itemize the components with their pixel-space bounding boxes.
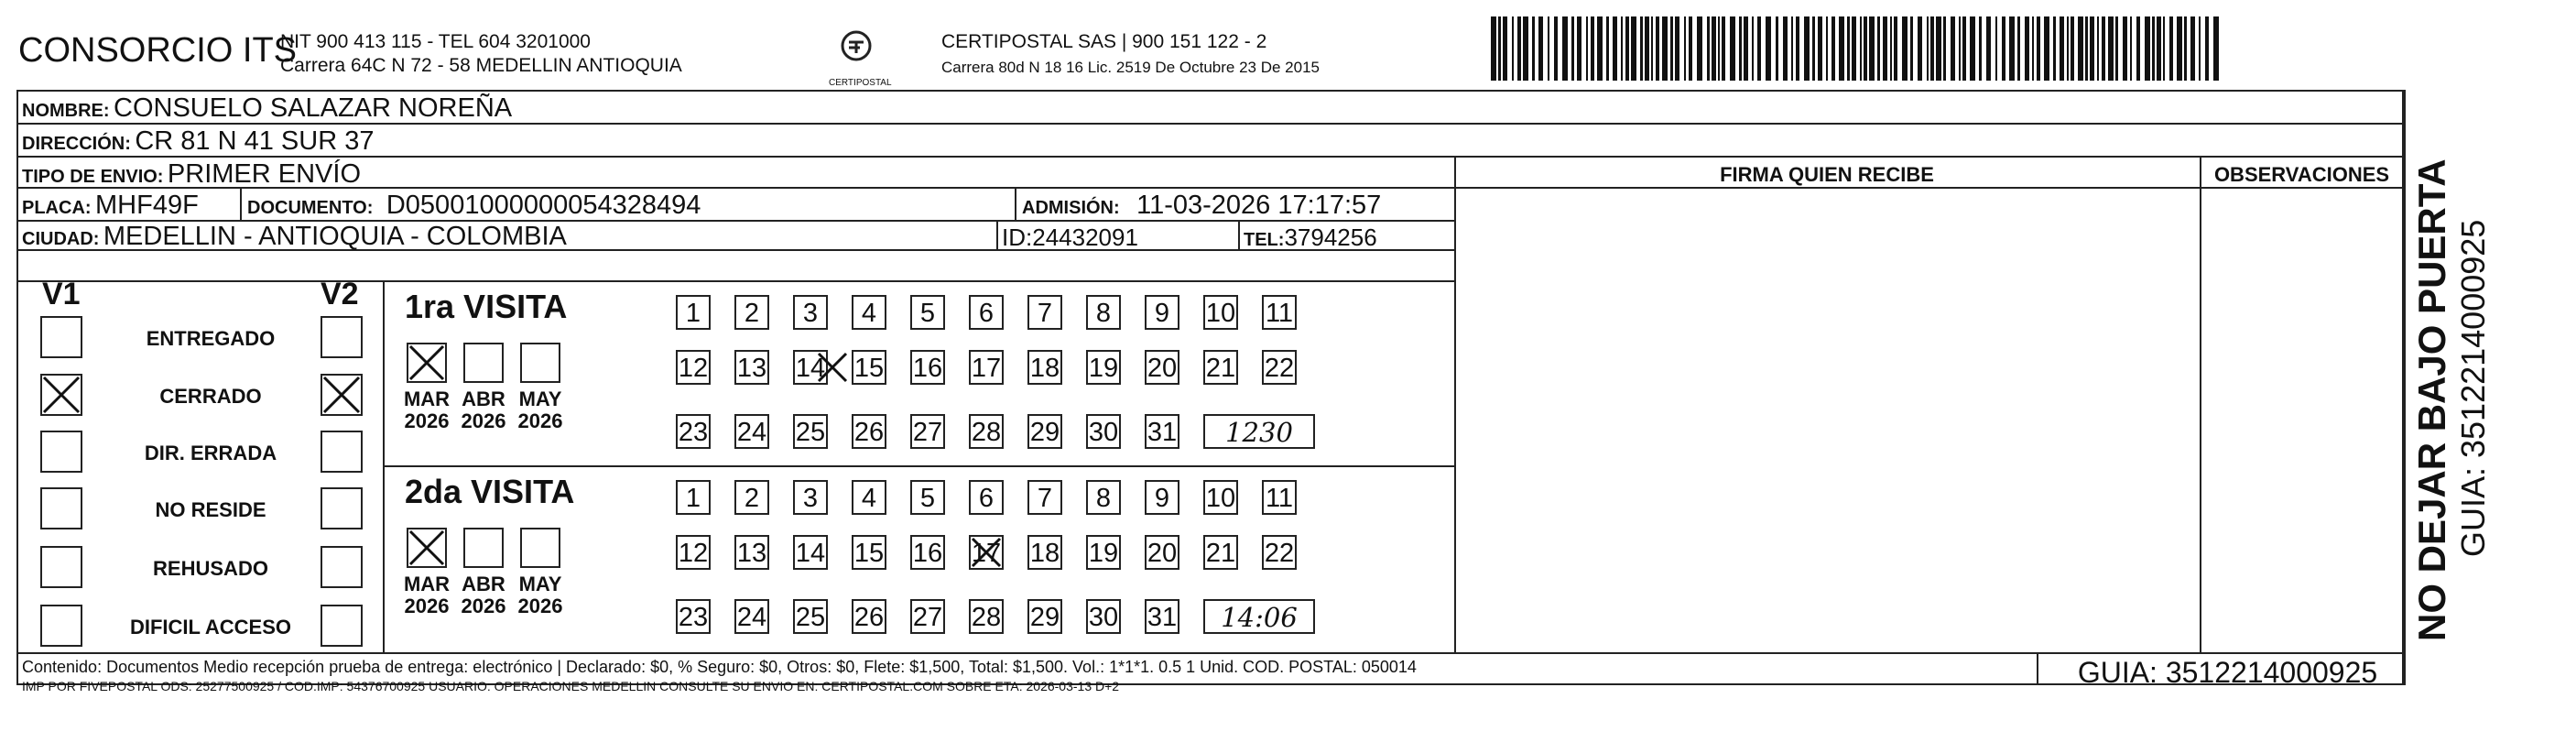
day-cell[interactable]: 18 bbox=[1027, 535, 1062, 570]
observaciones-label: OBSERVACIONES bbox=[2213, 163, 2390, 186]
barcode-bar bbox=[1744, 16, 1748, 81]
barcode-bar bbox=[2177, 16, 2182, 81]
day-cell[interactable]: 27 bbox=[910, 414, 945, 449]
day-cell[interactable]: 19 bbox=[1086, 535, 1121, 570]
barcode-bar bbox=[1597, 16, 1603, 81]
month-label bbox=[456, 573, 511, 617]
month-year: 2026 bbox=[404, 595, 450, 617]
status-label: REHUSADO bbox=[153, 557, 268, 580]
barcode-bar bbox=[1962, 16, 1966, 81]
barcode-bar bbox=[2078, 16, 2083, 81]
v2-checkbox[interactable] bbox=[321, 605, 363, 647]
v1-checkbox[interactable] bbox=[40, 487, 82, 529]
v2-checkbox[interactable] bbox=[321, 431, 363, 473]
day-cell[interactable]: 30 bbox=[1086, 414, 1121, 449]
nombre-value: CONSUELO SALAZAR NOREÑA bbox=[114, 93, 513, 123]
barcode-bar bbox=[1512, 16, 1514, 81]
barcode-bar bbox=[1670, 16, 1673, 81]
status-label: DIR. ERRADA bbox=[144, 442, 277, 464]
visit-title: 2da VISITA bbox=[405, 473, 575, 510]
barcode-bar bbox=[1894, 16, 1897, 81]
day-cell[interactable]: 21 bbox=[1203, 535, 1238, 570]
status-label: ENTREGADO bbox=[146, 327, 276, 350]
barcode-bar bbox=[2205, 16, 2209, 81]
day-cell[interactable]: 5 bbox=[910, 295, 945, 330]
month-name: ABR bbox=[462, 387, 505, 410]
barcode-bar bbox=[1712, 16, 1716, 81]
barcode-bar bbox=[2184, 16, 2187, 81]
barcode-bar bbox=[2152, 16, 2155, 81]
divider bbox=[2037, 652, 2038, 685]
visit1-day-mark bbox=[815, 350, 850, 385]
barcode-bar bbox=[2213, 16, 2219, 81]
tipo-row bbox=[22, 159, 361, 190]
barcode-bar bbox=[1910, 16, 1913, 81]
day-cell[interactable]: 15 bbox=[852, 535, 886, 570]
documento-label: DOCUMENTO: bbox=[247, 198, 374, 218]
barcode-bar bbox=[1826, 16, 1828, 81]
v1-cerrado-mark bbox=[40, 374, 82, 416]
day-cell[interactable]: 31 bbox=[1145, 414, 1179, 449]
ciudad-label: CIUDAD: bbox=[22, 229, 100, 249]
day-cell[interactable]: 15 bbox=[852, 350, 886, 385]
barcode-bar bbox=[1927, 16, 1929, 81]
barcode-bar bbox=[2123, 16, 2127, 81]
barcode-bar bbox=[1503, 16, 1507, 81]
day-cell[interactable]: 20 bbox=[1145, 535, 1179, 570]
divider bbox=[16, 187, 2404, 189]
v1-checkbox[interactable] bbox=[40, 546, 82, 588]
barcode-bar bbox=[1986, 16, 1991, 81]
barcode-bar bbox=[1860, 16, 1862, 81]
direccion-value: CR 81 N 41 SUR 37 bbox=[135, 126, 375, 156]
day-cell[interactable]: 23 bbox=[676, 599, 711, 634]
barcode-bar bbox=[1577, 16, 1581, 81]
barcode-bar bbox=[1621, 16, 1623, 81]
divider bbox=[1238, 220, 1240, 249]
documento-value: D05001000000054328494 bbox=[386, 191, 701, 220]
barcode-bar bbox=[1656, 16, 1659, 81]
day-cell[interactable]: 28 bbox=[969, 414, 1004, 449]
footer-guia: GUIA: 3512214000925 bbox=[2077, 656, 2378, 689]
visit1-month-mark bbox=[407, 343, 447, 383]
barcode-bar bbox=[2169, 16, 2173, 81]
day-cell[interactable]: 24 bbox=[734, 414, 769, 449]
barcode-bar bbox=[2037, 16, 2040, 81]
side-guia: GUIA: 3512214000925 bbox=[2454, 219, 2492, 557]
day-cell[interactable]: 11 bbox=[1262, 295, 1297, 330]
placa-label: PLACA: bbox=[22, 198, 92, 218]
day-cell[interactable]: 14 bbox=[793, 350, 828, 385]
day-cell[interactable]: 12 bbox=[676, 535, 711, 570]
day-cell[interactable]: 27 bbox=[910, 599, 945, 634]
barcode-bar bbox=[1930, 16, 1934, 81]
barcode-bar bbox=[1498, 16, 1501, 81]
barcode-bar bbox=[2115, 16, 2118, 81]
divider bbox=[383, 465, 1454, 467]
day-cell[interactable]: 14 bbox=[793, 535, 828, 570]
barcode-bar bbox=[1689, 16, 1692, 81]
month-label bbox=[399, 573, 454, 617]
day-cell[interactable]: 2 bbox=[734, 295, 769, 330]
barcode-bar bbox=[1804, 16, 1810, 81]
v2-checkbox[interactable] bbox=[321, 546, 363, 588]
barcode-bar bbox=[1890, 16, 1892, 81]
v2-checkbox[interactable] bbox=[321, 316, 363, 358]
day-cell[interactable]: 25 bbox=[793, 414, 828, 449]
barcode-bar bbox=[2025, 16, 2029, 81]
barcode-bar bbox=[1517, 16, 1521, 81]
day-cell[interactable]: 29 bbox=[1027, 599, 1062, 634]
barcode-bar bbox=[1662, 16, 1668, 81]
barcode-bar bbox=[1548, 16, 1549, 81]
month-label bbox=[513, 573, 568, 617]
address-line: Carrera 64C N 72 - 58 MEDELLIN ANTIOQUIA bbox=[280, 55, 682, 76]
day-cell[interactable]: 1 bbox=[676, 480, 711, 515]
barcode-bar bbox=[1918, 16, 1922, 81]
barcode-bar bbox=[1606, 16, 1609, 81]
barcode-bar bbox=[1707, 16, 1710, 81]
barcode-bar bbox=[2130, 16, 2132, 81]
barcode-bar bbox=[1491, 16, 1496, 81]
barcode-bar bbox=[1959, 16, 1961, 81]
month-label bbox=[399, 388, 454, 432]
barcode-bar bbox=[1752, 16, 1754, 81]
tipo-value: PRIMER ENVÍO bbox=[167, 159, 362, 189]
divider bbox=[16, 280, 1454, 282]
logo-caption: CERTIPOSTAL bbox=[829, 78, 892, 88]
barcode-bar bbox=[2190, 16, 2195, 81]
barcode-bar bbox=[1831, 16, 1835, 81]
barcode-bar bbox=[1697, 16, 1702, 81]
day-cell[interactable]: 3 bbox=[793, 295, 828, 330]
barcode-bar bbox=[1839, 16, 1844, 81]
month-year: 2026 bbox=[517, 409, 563, 432]
tel-label: TEL: bbox=[1244, 230, 1285, 250]
barcode-bar bbox=[1995, 16, 1997, 81]
visit-title: 1ra VISITA bbox=[405, 288, 568, 325]
placa-row bbox=[22, 191, 199, 221]
nombre-row bbox=[22, 93, 512, 124]
barcode-bar bbox=[2002, 16, 2005, 81]
contenido-line: Contenido: Documentos Medio recepción prueba de entrega: electrónico | Declarado: $0, % Seguro: $0, Otros: $0, Flete: $1,500, Total: $1,500. Vol.: 1*1*1. 0.5 1 Unid. COD. POSTAL: 050014 bbox=[22, 658, 1417, 676]
barcode-bar bbox=[1852, 16, 1856, 81]
day-cell[interactable]: 29 bbox=[1027, 414, 1062, 449]
barcode-bar bbox=[1562, 16, 1568, 81]
barcode-bar bbox=[1951, 16, 1955, 81]
nit-line: NIT 900 413 115 - TEL 604 3201000 bbox=[280, 31, 591, 52]
day-cell[interactable]: 3 bbox=[793, 480, 828, 515]
day-cell[interactable]: 8 bbox=[1086, 295, 1121, 330]
barcode-bar bbox=[1864, 16, 1867, 81]
barcode-bar bbox=[1883, 16, 1887, 81]
barcode-bar bbox=[2032, 16, 2034, 81]
month-label bbox=[513, 388, 568, 432]
day-cell[interactable]: 22 bbox=[1262, 535, 1297, 570]
barcode-bar bbox=[1979, 16, 1982, 81]
month-label bbox=[456, 388, 511, 432]
admision-label: ADMISIÓN: bbox=[1022, 198, 1120, 218]
month-name: MAR bbox=[403, 573, 451, 595]
v2-label: V2 bbox=[321, 277, 359, 311]
barcode-bar bbox=[1783, 16, 1788, 81]
barcode-bar bbox=[1523, 16, 1528, 81]
time-box[interactable]: 1230 bbox=[1203, 414, 1315, 449]
barcode-bar bbox=[1766, 16, 1771, 81]
barcode-bar bbox=[1847, 16, 1850, 81]
month-year: 2026 bbox=[404, 409, 450, 432]
month-year: 2026 bbox=[517, 595, 563, 617]
barcode-bar bbox=[1739, 16, 1742, 81]
barcode-bar bbox=[1613, 16, 1617, 81]
company-name: CONSORCIO ITS bbox=[18, 31, 298, 70]
barcode-bar bbox=[1757, 16, 1761, 81]
barcode-bar bbox=[1730, 16, 1735, 81]
barcode-bar bbox=[1818, 16, 1822, 81]
barcode-bar bbox=[2097, 16, 2099, 81]
day-cell[interactable]: 9 bbox=[1145, 295, 1179, 330]
side-title: NO DEJAR BAJO PUERTA bbox=[2410, 158, 2453, 641]
day-cell[interactable]: 16 bbox=[910, 350, 945, 385]
month-name: ABR bbox=[462, 573, 505, 595]
barcode-bar bbox=[2145, 16, 2150, 81]
day-cell[interactable]: 21 bbox=[1203, 350, 1238, 385]
day-cell[interactable]: 28 bbox=[969, 599, 1004, 634]
barcode-bar bbox=[1532, 16, 1535, 81]
month-year: 2026 bbox=[461, 595, 506, 617]
barcode-bar bbox=[1586, 16, 1588, 81]
barcode-bar bbox=[1675, 16, 1679, 81]
status-label: NO RESIDE bbox=[155, 498, 266, 521]
day-cell[interactable]: 17 bbox=[969, 350, 1004, 385]
barcode-bar bbox=[1902, 16, 1908, 81]
imp-line: IMP POR FIVEPOSTAL ODS: 25277500925 / COD.IMP: 54376700925 USUARIO: OPERACIONES MEDELLIN CONSULTE SU ENVIO EN: CERTIPOSTAL.COM SOBRE ETA: 2026-03-13 D+2 bbox=[22, 679, 1120, 693]
barcode-bar bbox=[1722, 16, 1725, 81]
month-name: MAR bbox=[403, 387, 451, 410]
visit2-day-mark bbox=[969, 535, 1004, 570]
barcode-bar bbox=[1970, 16, 1975, 81]
id-label: ID: bbox=[1002, 224, 1033, 251]
barcode-bar bbox=[2085, 16, 2088, 81]
barcode-bar bbox=[1718, 16, 1720, 81]
v2-checkbox[interactable] bbox=[321, 487, 363, 529]
day-cell[interactable]: 22 bbox=[1262, 350, 1297, 385]
admision-row bbox=[1022, 191, 1381, 221]
barcode-bar bbox=[2102, 16, 2105, 81]
month-name: MAY bbox=[518, 573, 562, 595]
admision-value: 11-03-2026 17:17:57 bbox=[1136, 191, 1382, 220]
day-cell[interactable]: 24 bbox=[734, 599, 769, 634]
day-cell[interactable]: 30 bbox=[1086, 599, 1121, 634]
month-checkbox[interactable] bbox=[520, 343, 560, 383]
barcode-bar bbox=[1554, 16, 1558, 81]
barcode-bar bbox=[1645, 16, 1649, 81]
v1-label: V1 bbox=[42, 277, 81, 311]
barcode-bar bbox=[1684, 16, 1686, 81]
barcode-bar bbox=[1791, 16, 1793, 81]
barcode-bar bbox=[1625, 16, 1629, 81]
barcode-bar bbox=[1796, 16, 1799, 81]
v2-cerrado-mark bbox=[321, 374, 363, 416]
divider bbox=[2200, 156, 2201, 652]
barcode-bar bbox=[2199, 16, 2201, 81]
v1-checkbox[interactable] bbox=[40, 316, 82, 358]
day-cell[interactable]: 25 bbox=[793, 599, 828, 634]
day-cell[interactable]: 4 bbox=[852, 295, 886, 330]
month-year: 2026 bbox=[461, 409, 506, 432]
day-cell[interactable]: 5 bbox=[910, 480, 945, 515]
barcode-bar bbox=[1776, 16, 1778, 81]
barcode-bar bbox=[2053, 16, 2056, 81]
placa-value: MHF49F bbox=[95, 191, 199, 220]
barcode-bar bbox=[1631, 16, 1636, 81]
divider bbox=[2200, 187, 2404, 189]
ciudad-value: MEDELLIN - ANTIOQUIA - COLOMBIA bbox=[103, 222, 567, 251]
nombre-label: NOMBRE: bbox=[22, 101, 110, 121]
divider bbox=[16, 156, 2404, 158]
firma-label: FIRMA QUIEN RECIBE bbox=[1720, 163, 1934, 186]
day-cell[interactable]: 8 bbox=[1086, 480, 1121, 515]
month-checkbox[interactable] bbox=[463, 528, 504, 568]
month-name: MAY bbox=[518, 387, 562, 410]
barcode-bar bbox=[1538, 16, 1543, 81]
documento-row bbox=[247, 191, 701, 221]
day-cell[interactable]: 23 bbox=[676, 414, 711, 449]
month-checkbox[interactable] bbox=[520, 528, 560, 568]
day-cell[interactable]: 10 bbox=[1203, 480, 1238, 515]
day-cell[interactable]: 7 bbox=[1027, 480, 1062, 515]
day-cell[interactable]: 11 bbox=[1262, 480, 1297, 515]
barcode bbox=[1491, 16, 2223, 81]
day-cell[interactable]: 10 bbox=[1203, 295, 1238, 330]
time-box[interactable]: 14:06 bbox=[1203, 599, 1315, 634]
day-cell[interactable]: 18 bbox=[1027, 350, 1062, 385]
divider bbox=[16, 652, 2404, 654]
day-cell[interactable]: 7 bbox=[1027, 295, 1062, 330]
barcode-bar bbox=[1812, 16, 1815, 81]
day-cell[interactable]: 6 bbox=[969, 295, 1004, 330]
visit2-month-mark bbox=[407, 528, 447, 568]
id-row bbox=[1002, 224, 1138, 252]
barcode-bar bbox=[1651, 16, 1653, 81]
day-cell[interactable]: 13 bbox=[734, 535, 769, 570]
barcode-bar bbox=[1640, 16, 1643, 81]
id-value: 24432091 bbox=[1032, 224, 1138, 251]
barcode-bar bbox=[1591, 16, 1594, 81]
barcode-bar bbox=[2060, 16, 2064, 81]
tipo-label: TIPO DE ENVIO: bbox=[22, 167, 164, 187]
day-cell[interactable]: 13 bbox=[734, 350, 769, 385]
barcode-bar bbox=[2136, 16, 2140, 81]
v1-checkbox[interactable] bbox=[40, 605, 82, 647]
divider bbox=[240, 187, 242, 220]
direccion-label: DIRECCIÓN: bbox=[22, 134, 131, 154]
barcode-bar bbox=[2067, 16, 2069, 81]
divider bbox=[383, 280, 385, 652]
carrier-line: CERTIPOSTAL SAS | 900 151 122 - 2 bbox=[941, 31, 1267, 52]
barcode-bar bbox=[2090, 16, 2094, 81]
license-line: Carrera 80d N 18 16 Lic. 2519 De Octubre 23 De 2015 bbox=[941, 59, 1320, 76]
tel-value: 3794256 bbox=[1284, 224, 1377, 251]
day-cell[interactable]: 19 bbox=[1086, 350, 1121, 385]
barcode-bar bbox=[1877, 16, 1880, 81]
day-cell[interactable]: 26 bbox=[852, 599, 886, 634]
ciudad-row bbox=[22, 222, 567, 252]
barcode-bar bbox=[2157, 16, 2161, 81]
divider bbox=[2404, 90, 2406, 685]
status-label: DIFICIL ACCESO bbox=[129, 616, 291, 638]
barcode-bar bbox=[1943, 16, 1946, 81]
certipostal-logo bbox=[829, 27, 892, 88]
day-cell[interactable]: 1 bbox=[676, 295, 711, 330]
barcode-bar bbox=[2017, 16, 2020, 81]
barcode-bar bbox=[1571, 16, 1574, 81]
day-cell[interactable]: 26 bbox=[852, 414, 886, 449]
day-cell[interactable]: 31 bbox=[1145, 599, 1179, 634]
day-cell[interactable]: 20 bbox=[1145, 350, 1179, 385]
barcode-bar bbox=[1869, 16, 1875, 81]
tel-row bbox=[1244, 224, 1377, 252]
v1-checkbox[interactable] bbox=[40, 431, 82, 473]
status-label: CERRADO bbox=[159, 385, 262, 408]
direccion-row bbox=[22, 126, 374, 157]
barcode-bar bbox=[2071, 16, 2074, 81]
day-cell[interactable]: 17 bbox=[969, 535, 1004, 570]
barcode-bar bbox=[2044, 16, 2049, 81]
day-cell[interactable]: 16 bbox=[910, 535, 945, 570]
barcode-bar bbox=[2009, 16, 2015, 81]
divider bbox=[1454, 156, 1456, 652]
month-checkbox[interactable] bbox=[463, 343, 504, 383]
barcode-bar bbox=[2108, 16, 2114, 81]
barcode-bar bbox=[2163, 16, 2165, 81]
day-cell[interactable]: 12 bbox=[676, 350, 711, 385]
day-cell[interactable]: 2 bbox=[734, 480, 769, 515]
day-cell[interactable]: 6 bbox=[969, 480, 1004, 515]
divider bbox=[996, 220, 998, 249]
day-cell[interactable]: 9 bbox=[1145, 480, 1179, 515]
day-cell[interactable]: 4 bbox=[852, 480, 886, 515]
divider bbox=[1015, 187, 1016, 220]
barcode-bar bbox=[1936, 16, 1941, 81]
